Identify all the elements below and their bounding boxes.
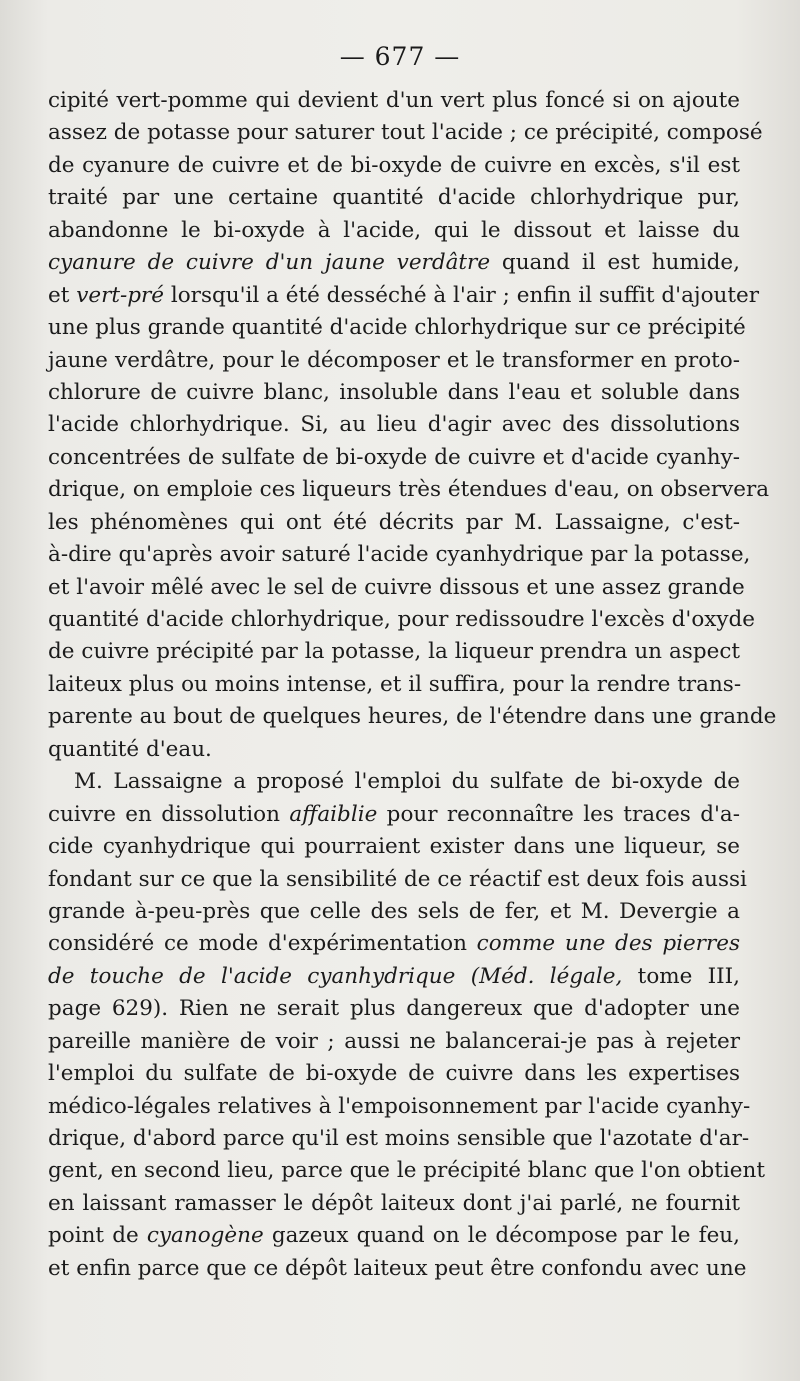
text-segment: l'emploi du sulfate de bi-oxyde de cuivre dans les expertises	[48, 1061, 740, 1087]
text-segment: et	[48, 282, 77, 308]
text-segment: quand il est humide,	[490, 250, 740, 276]
text-line	[48, 831, 740, 863]
text-segment: gent, en second lieu, parce que le précipité blanc que l'on obtient	[48, 1158, 765, 1184]
text-line	[48, 993, 740, 1025]
page-number: — 677 —	[339, 42, 461, 71]
text-segment: traité par une certaine quantité d'acide chlorhydrique pur,	[48, 185, 740, 211]
text-line	[48, 539, 751, 571]
text-segment: médico-légales relatives à l'empoisonnement par l'acide cyanhy-	[48, 1093, 751, 1119]
text-segment: drique, on emploie ces liqueurs très étendues d'eau, on observera	[48, 477, 770, 503]
text-segment: cide cyanhydrique qui pourraient exister dans une liqueur, se	[48, 834, 740, 860]
text-line	[48, 345, 740, 377]
text-line	[48, 928, 740, 960]
text-segment: tome III,	[622, 963, 740, 989]
text-line	[48, 1220, 740, 1252]
text-line	[48, 1058, 740, 1090]
text-line	[48, 1123, 750, 1155]
text-line	[48, 636, 740, 668]
text-segment: et enfin parce que ce dépôt laiteux peut être confondu avec une	[48, 1255, 747, 1281]
text-segment: fondant sur ce que la sensibilité de ce réactif est deux fois aussi	[48, 866, 747, 892]
text-segment: point de	[48, 1223, 147, 1249]
text-segment: concentrées de sulfate de bi-oxyde de cuivre et d'acide cyanhy-	[48, 444, 740, 470]
text-segment: quantité d'eau.	[48, 736, 212, 762]
body-text	[48, 85, 777, 1285]
text-line	[48, 799, 740, 831]
text-segment: M. Lassaigne a proposé l'emploi du sulfate de bi-oxyde de	[74, 769, 740, 795]
text-line	[48, 117, 763, 149]
italic-text-segment: affaiblie	[289, 801, 378, 827]
text-segment: une plus grande quantité d'acide chlorhydrique sur ce précipité	[48, 315, 746, 341]
text-segment: jaune verdâtre, pour le décomposer et le transformer en proto-	[48, 347, 740, 373]
text-segment: l'acide chlorhydrique. Si, au lieu d'agir avec des dissolutions	[48, 412, 740, 438]
text-line	[48, 864, 747, 896]
text-line	[48, 182, 740, 214]
text-segment: grande à-peu-près que celle des sels de fer, et M. Devergie a	[48, 898, 740, 924]
text-line	[48, 1253, 747, 1285]
text-line	[48, 1091, 751, 1123]
text-segment: parente au bout de quelques heures, de l'étendre dans une grande	[48, 704, 777, 730]
italic-text-segment: de touche de l'acide cyanhydrique (Méd. légale,	[48, 963, 623, 989]
text-segment: en laissant ramasser le dépôt laiteux dont j'ai parlé, ne fournit	[48, 1190, 740, 1216]
text-segment: drique, d'abord parce qu'il est moins sensible que l'azotate d'ar-	[48, 1126, 750, 1151]
text-line	[48, 1026, 740, 1058]
text-segment: cuivre en dissolution	[48, 801, 290, 827]
text-line	[48, 312, 746, 344]
text-line	[48, 896, 740, 928]
text-line	[48, 701, 777, 733]
text-segment: chlorure de cuivre blanc, insoluble dans l'eau et soluble dans	[48, 379, 740, 405]
text-line	[48, 215, 740, 247]
italic-text-segment: cyanogène	[146, 1223, 264, 1249]
text-line	[48, 474, 770, 506]
text-segment: et l'avoir mêlé avec le sel de cuivre dissous et une assez grande	[48, 574, 745, 600]
text-line	[48, 766, 740, 798]
text-segment: de cyanure de cuivre et de bi-oxyde de cuivre en excès, s'il est	[48, 152, 740, 178]
text-line	[48, 961, 740, 993]
text-segment: page 629). Rien ne serait plus dangereux que d'adopter une	[48, 996, 740, 1022]
text-line	[48, 280, 759, 312]
text-segment: lorsqu'il a été desséché à l'air ; enfin il suffit d'ajouter	[164, 282, 759, 308]
text-segment: laiteux plus ou moins intense, et il suffira, pour la rendre trans-	[48, 671, 742, 697]
text-segment: à-dire qu'après avoir saturé l'acide cyanhydrique par la potasse,	[48, 542, 751, 568]
text-line	[48, 669, 740, 701]
text-segment: gazeux quand on le décompose par le feu,	[263, 1223, 740, 1249]
text-segment: cipité vert-pomme qui devient d'un vert plus foncé si on ajoute	[48, 88, 740, 113]
text-segment: abandonne le bi-oxyde à l'acide, qui le dissout et laisse du	[48, 217, 740, 243]
italic-text-segment: vert-pré	[76, 282, 165, 308]
text-segment: considéré ce mode d'expérimentation	[48, 931, 477, 957]
text-line	[48, 409, 740, 441]
text-line	[48, 734, 740, 766]
text-line	[48, 247, 740, 279]
text-line	[48, 1188, 740, 1220]
text-segment: pareille manière de voir ; aussi ne balancerai-je pas à rejeter	[48, 1028, 740, 1054]
text-line	[48, 572, 745, 604]
italic-text-segment: cyanure de cuivre d'un jaune verdâtre	[48, 250, 491, 276]
text-line	[48, 150, 740, 182]
text-line	[48, 377, 740, 409]
text-line	[48, 507, 740, 539]
text-segment: pour reconnaître les traces d'a-	[377, 801, 740, 827]
italic-text-segment: comme une des pierres	[476, 931, 740, 957]
text-segment: assez de potasse pour saturer tout l'acide ; ce précipité, composé	[48, 120, 763, 146]
text-line	[48, 442, 740, 474]
text-segment: quantité d'acide chlorhydrique, pour redissoudre l'excès d'oxyde	[48, 607, 756, 632]
text-line	[48, 1155, 765, 1187]
text-segment: de cuivre précipité par la potasse, la liqueur prendra un aspect	[48, 639, 740, 665]
text-segment: les phénomènes qui ont été décrits par M. Lassaigne, c'est-	[48, 509, 740, 535]
text-line	[48, 85, 740, 117]
text-line	[48, 604, 756, 636]
